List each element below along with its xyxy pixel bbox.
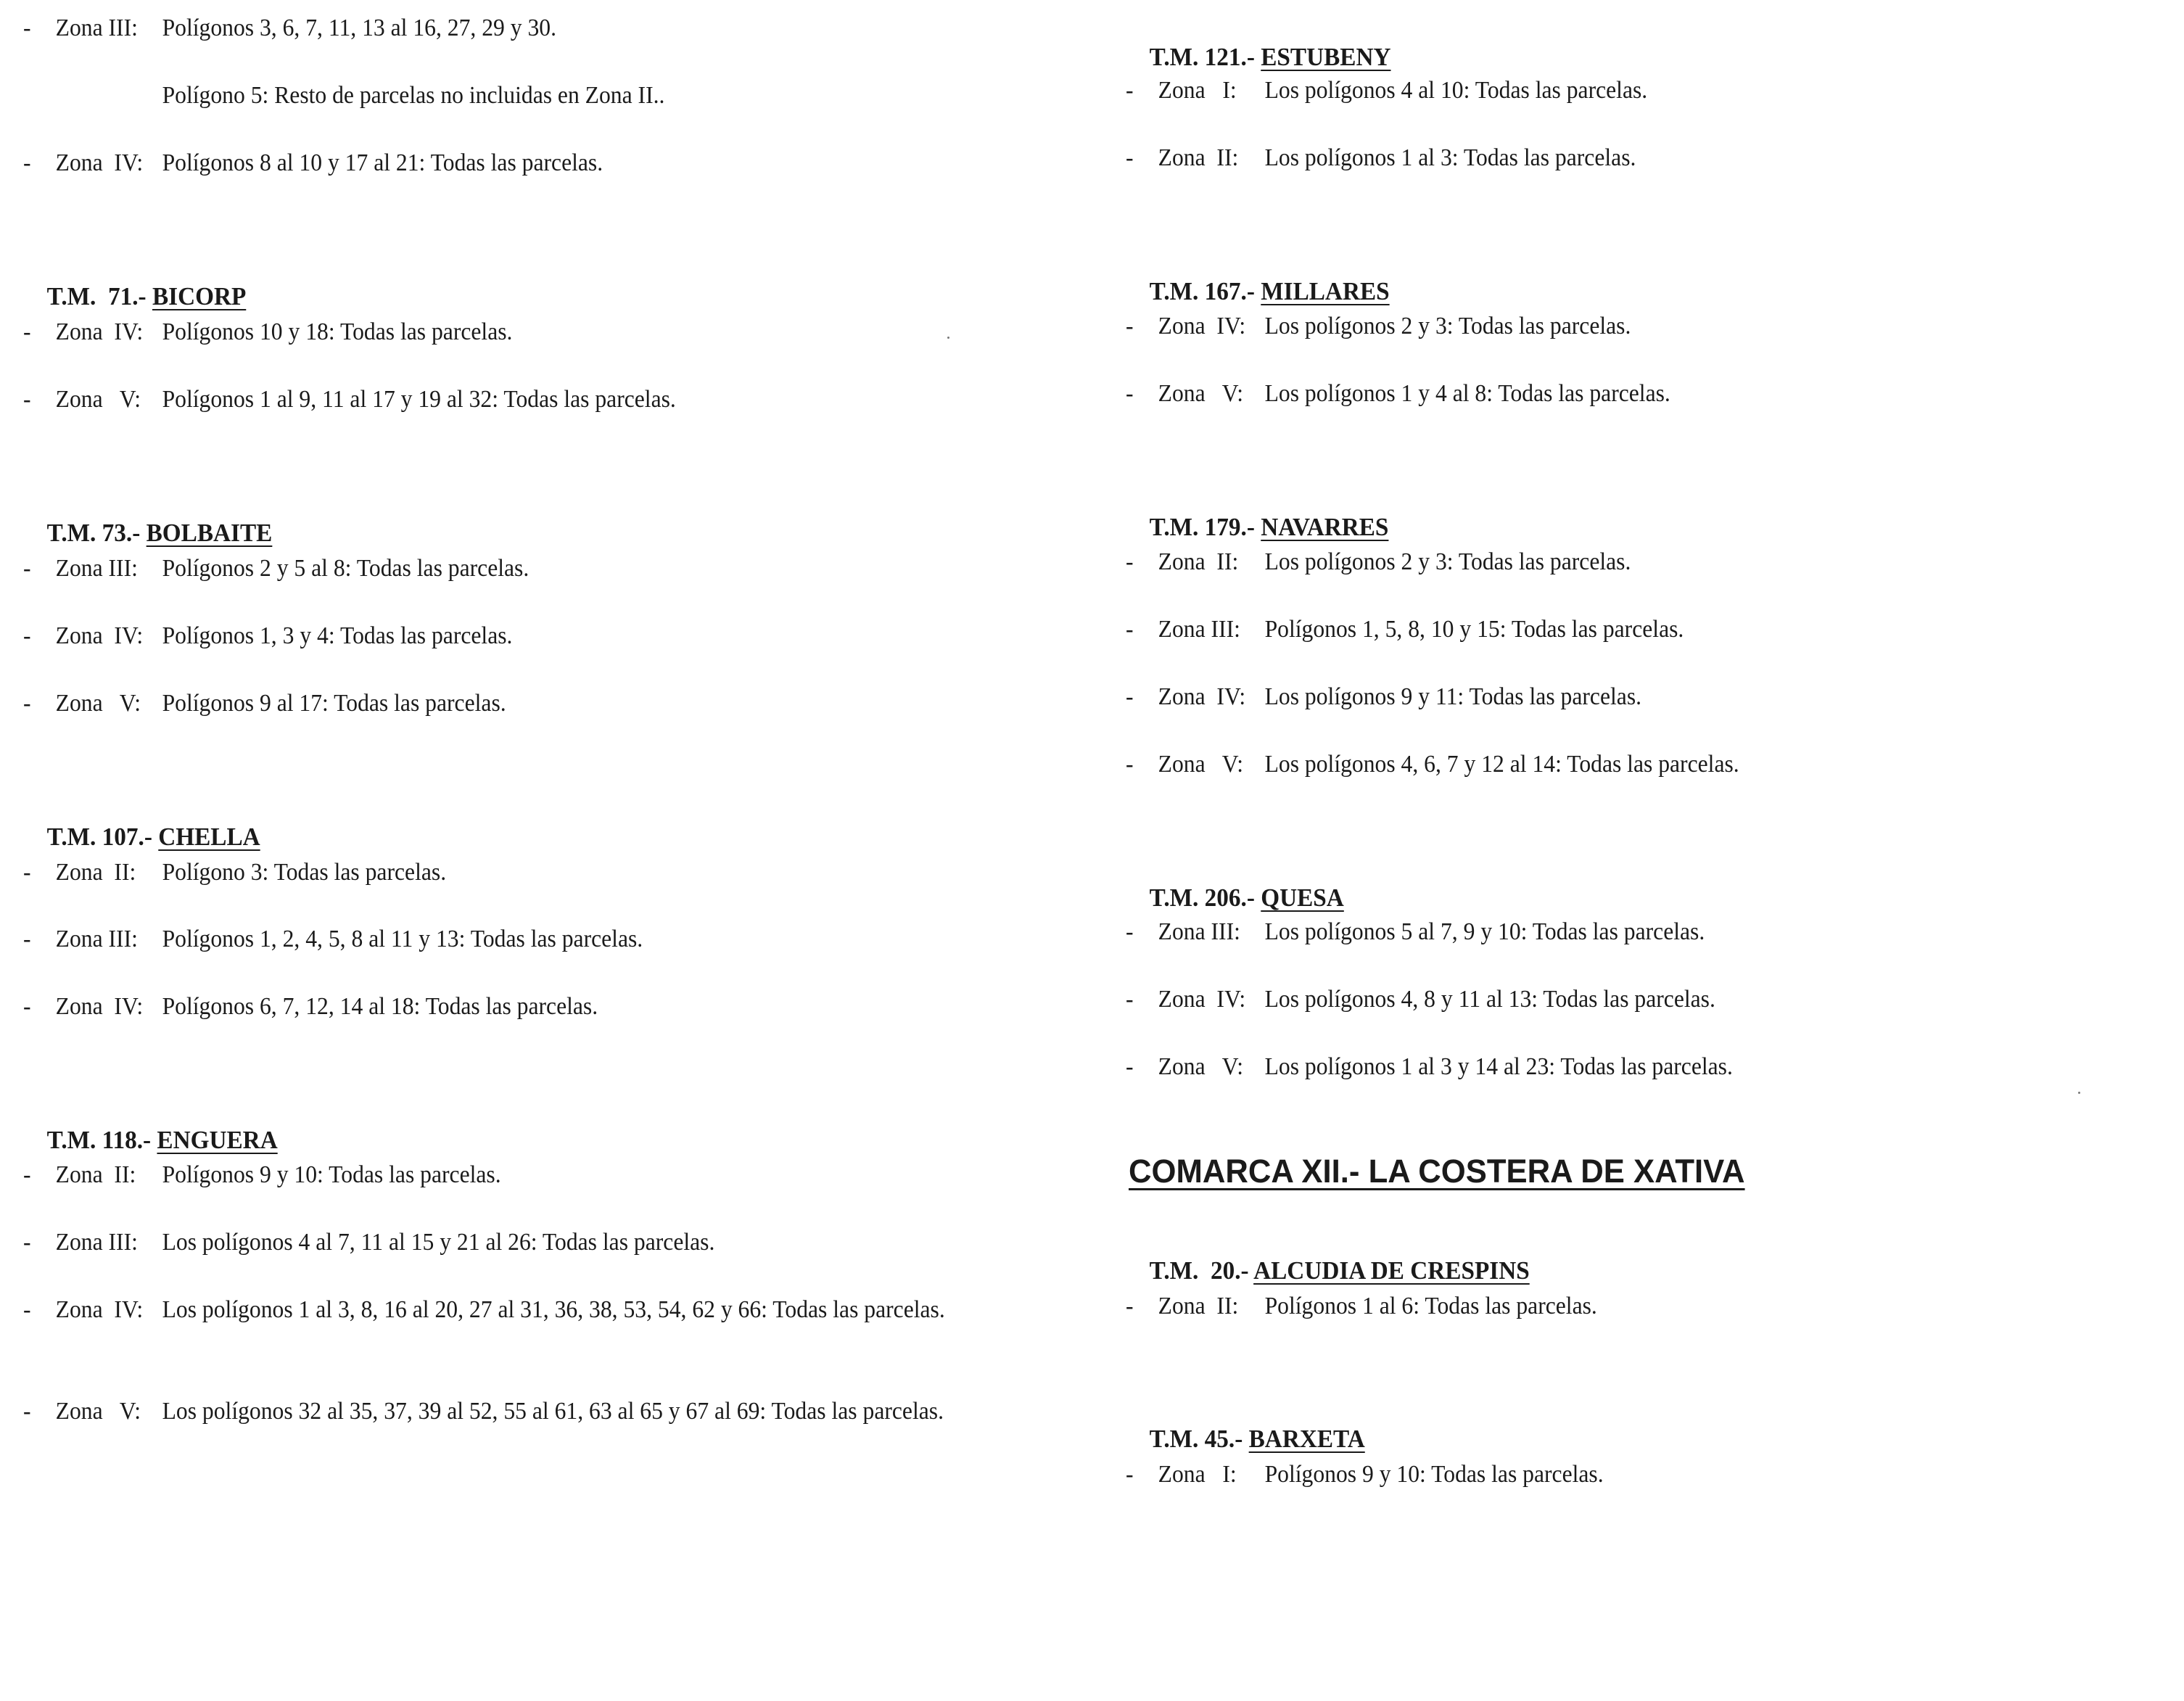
bullet-dash: -	[1126, 1293, 1134, 1319]
zone-description: Los polígonos 32 al 35, 37, 39 al 52, 55 al 61, 63 al 65 y 67 al 69: Todas las parcelas.	[162, 1398, 944, 1425]
zone-label: Zona IV:	[55, 622, 144, 649]
zone-label: Zona I:	[1158, 77, 1237, 104]
zone-label: Zona IV:	[1158, 683, 1246, 710]
zone-label: Zona IV:	[55, 318, 144, 345]
zone-description: Los polígonos 5 al 7, 9 y 10: Todas las parcelas.	[1264, 918, 1705, 945]
zone-label: Zona V:	[55, 690, 141, 717]
zone-label: Zona III:	[55, 15, 138, 41]
bullet-dash: -	[23, 1161, 31, 1188]
zone-label: Zona III:	[1158, 616, 1240, 643]
municipality-code: T.M. 167.-	[1149, 277, 1261, 305]
zone-description: Polígonos 9 al 17: Todas las parcelas.	[162, 690, 506, 717]
zone-label: Zona II:	[1158, 144, 1239, 171]
municipality-name: NAVARRES	[1261, 513, 1389, 541]
municipality-name: BARXETA	[1248, 1425, 1365, 1453]
bullet-dash: -	[1126, 616, 1134, 643]
municipality-name: BICORP	[152, 282, 247, 310]
bullet-dash: -	[23, 1398, 31, 1425]
zone-label: Zona II:	[1158, 1293, 1239, 1319]
zone-label: Zona V:	[55, 1398, 141, 1425]
zone-label: Zona V:	[1158, 1053, 1244, 1080]
zone-description: Los polígonos 1 al 3, 8, 16 al 20, 27 al 31, 36, 38, 53, 54, 62 y 66: Todas las parcelas.	[162, 1296, 945, 1323]
zone-description: Los polígonos 4 al 10: Todas las parcelas.	[1264, 77, 1648, 104]
municipality-name: BOLBAITE	[146, 519, 273, 547]
scan-speck	[2078, 1092, 2080, 1094]
bullet-dash: -	[23, 1229, 31, 1256]
zone-label: Zona III:	[1158, 918, 1240, 945]
zone-description: Los polígonos 4, 6, 7 y 12 al 14: Todas las parcelas.	[1264, 751, 1739, 778]
municipality-code: T.M. 121.-	[1149, 43, 1261, 71]
bullet-dash: -	[23, 386, 31, 413]
zone-label: Zona IV:	[1158, 986, 1246, 1013]
bullet-dash: -	[23, 926, 31, 952]
bullet-dash: -	[1126, 77, 1134, 104]
bullet-dash: -	[1126, 1053, 1134, 1080]
municipality-name: ESTUBENY	[1261, 43, 1391, 71]
municipality-code: T.M. 45.-	[1149, 1425, 1249, 1453]
scan-speck	[947, 337, 949, 339]
zone-description: Polígono 5: Resto de parcelas no incluidas en Zona II..	[162, 82, 665, 109]
zone-label: Zona IV:	[55, 993, 144, 1020]
zone-label: Zona IV:	[55, 149, 144, 176]
bullet-dash: -	[23, 993, 31, 1020]
zone-description: Polígonos 6, 7, 12, 14 al 18: Todas las parcelas.	[162, 993, 598, 1020]
bullet-dash: -	[1126, 918, 1134, 945]
zone-description: Polígonos 1 al 9, 11 al 17 y 19 al 32: Todas las parcelas.	[162, 386, 676, 413]
zone-description: Polígonos 2 y 5 al 8: Todas las parcelas.	[162, 555, 529, 582]
bullet-dash: -	[1126, 986, 1134, 1013]
zone-description: Los polígonos 2 y 3: Todas las parcelas.	[1264, 548, 1631, 575]
zone-description: Polígonos 9 y 10: Todas las parcelas.	[1264, 1461, 1604, 1488]
bullet-dash: -	[23, 555, 31, 582]
zone-description: Los polígonos 4, 8 y 11 al 13: Todas las parcelas.	[1264, 986, 1715, 1013]
zone-label: Zona III:	[55, 555, 138, 582]
bullet-dash: -	[23, 622, 31, 649]
municipality-code: T.M. 118.-	[46, 1126, 157, 1154]
bullet-dash: -	[1126, 380, 1134, 407]
zone-description: Los polígonos 1 y 4 al 8: Todas las parcelas.	[1264, 380, 1670, 407]
municipality-code: T.M. 20.-	[1149, 1256, 1254, 1285]
bullet-dash: -	[1126, 1461, 1134, 1488]
zone-description: Los polígonos 2 y 3: Todas las parcelas.	[1264, 313, 1631, 339]
zone-description: Polígonos 9 y 10: Todas las parcelas.	[162, 1161, 501, 1188]
bullet-dash: -	[1126, 548, 1134, 575]
zone-label: Zona IV:	[1158, 313, 1246, 339]
municipality-name: ENGUERA	[157, 1126, 278, 1154]
zone-label: Zona I:	[1158, 1461, 1237, 1488]
zone-label: Zona III:	[55, 1229, 138, 1256]
municipality-code: T.M. 73.-	[46, 519, 147, 547]
zone-description: Polígonos 1, 5, 8, 10 y 15: Todas las parcelas.	[1264, 616, 1684, 643]
zone-label: Zona V:	[1158, 380, 1244, 407]
zone-description: Polígonos 3, 6, 7, 11, 13 al 16, 27, 29 y 30.	[162, 15, 556, 41]
zone-description: Polígonos 10 y 18: Todas las parcelas.	[162, 318, 513, 345]
zone-description: Los polígonos 1 al 3: Todas las parcelas.	[1264, 144, 1636, 171]
zone-description: Los polígonos 9 y 11: Todas las parcelas.	[1264, 683, 1642, 710]
bullet-dash: -	[23, 149, 31, 176]
municipality-name: ALCUDIA DE CRESPINS	[1253, 1256, 1530, 1285]
bullet-dash: -	[23, 15, 31, 41]
zone-label: Zona III:	[55, 926, 138, 952]
municipality-code: T.M. 71.-	[46, 282, 152, 310]
bullet-dash: -	[23, 690, 31, 717]
municipality-name: QUESA	[1261, 884, 1344, 912]
municipality-code: T.M. 107.-	[46, 823, 159, 851]
zone-description: Polígonos 1 al 6: Todas las parcelas.	[1264, 1293, 1597, 1319]
bullet-dash: -	[1126, 751, 1134, 778]
zone-label: Zona II:	[1158, 548, 1239, 575]
zone-label: Zona IV:	[55, 1296, 144, 1323]
zone-label: Zona V:	[55, 386, 141, 413]
bullet-dash: -	[1126, 144, 1134, 171]
bullet-dash: -	[23, 859, 31, 886]
zone-description: Polígonos 8 al 10 y 17 al 21: Todas las parcelas.	[162, 149, 603, 176]
zone-description: Polígonos 1, 3 y 4: Todas las parcelas.	[162, 622, 513, 649]
municipality-code: T.M. 206.-	[1149, 884, 1261, 912]
bullet-dash: -	[1126, 683, 1134, 710]
zone-label: Zona II:	[55, 859, 136, 886]
municipality-code: T.M. 179.-	[1149, 513, 1261, 541]
zone-description: Los polígonos 4 al 7, 11 al 15 y 21 al 26: Todas las parcelas.	[162, 1229, 715, 1256]
comarca-heading: COMARCA XII.- LA COSTERA DE XATIVA	[1129, 1153, 1745, 1190]
municipality-name: MILLARES	[1261, 277, 1390, 305]
bullet-dash: -	[23, 1296, 31, 1323]
zone-label: Zona II:	[55, 1161, 136, 1188]
zone-description: Polígonos 1, 2, 4, 5, 8 al 11 y 13: Todas las parcelas.	[162, 926, 643, 952]
zone-label: Zona V:	[1158, 751, 1244, 778]
bullet-dash: -	[23, 318, 31, 345]
zone-description: Polígono 3: Todas las parcelas.	[162, 859, 447, 886]
municipality-name: CHELLA	[158, 823, 260, 851]
bullet-dash: -	[1126, 313, 1134, 339]
zone-description: Los polígonos 1 al 3 y 14 al 23: Todas las parcelas.	[1264, 1053, 1733, 1080]
